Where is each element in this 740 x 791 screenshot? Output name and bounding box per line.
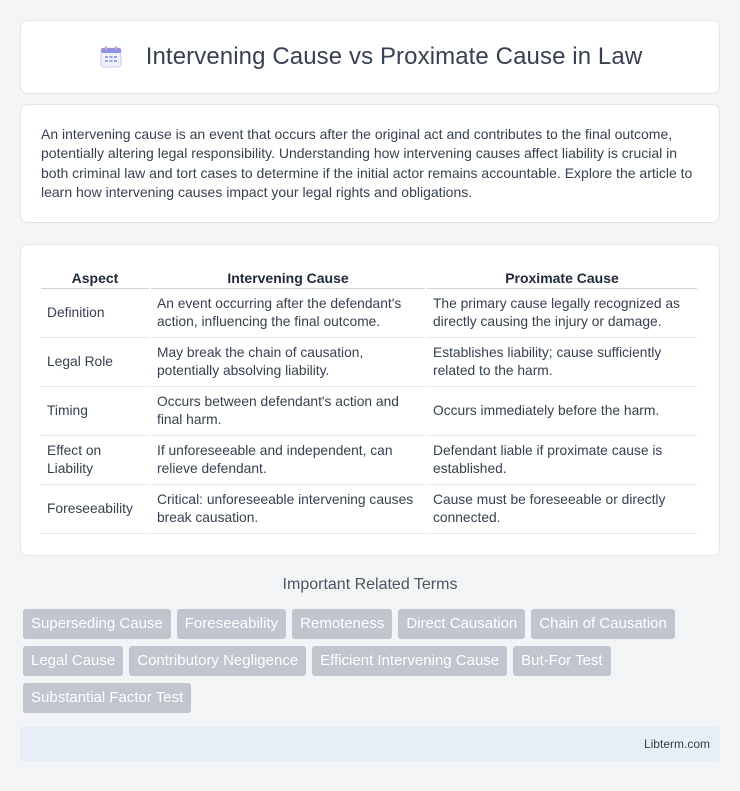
row-aspect: Legal Role — [41, 338, 149, 387]
row-proximate: Defendant liable if proximate cause is established. — [427, 436, 697, 485]
row-proximate: Cause must be foreseeable or directly connected. — [427, 485, 697, 534]
related-term-tag[interactable]: Remoteness — [292, 609, 392, 639]
footer — [20, 727, 720, 761]
intro-paragraph: An intervening cause is an event that occurs after the original act and contributes to the final outcome, potentially altering legal responsibility. Understanding how intervening causes affect liability is crucial in both criminal law and tort cases to determine if the initial actor remains accountable. Explore the article to learn how intervening causes impact your legal rights and obligations. — [41, 126, 693, 201]
related-term-tag[interactable]: Direct Causation — [398, 609, 525, 639]
table-header-row — [41, 263, 697, 289]
table-row — [41, 338, 697, 387]
related-term-tag[interactable]: Chain of Causation — [531, 609, 675, 639]
related-term-tag[interactable]: Substantial Factor Test — [23, 683, 191, 713]
page-title: Intervening Cause vs Proximate Cause in Law — [145, 43, 643, 70]
row-intervening: If unforeseeable and independent, can relieve defendant. — [151, 436, 425, 485]
table-row — [41, 436, 697, 485]
header-aspect: Aspect — [41, 263, 149, 289]
related-term-tag[interactable]: Efficient Intervening Cause — [312, 646, 507, 676]
row-proximate: The primary cause legally recognized as directly causing the injury or damage. — [427, 289, 697, 338]
row-intervening: An event occurring after the defendant's action, influencing the final outcome. — [151, 289, 425, 338]
footer-site-link[interactable]: Libterm.com — [643, 737, 710, 751]
intro-card — [20, 104, 720, 223]
header-proximate-cause: Proximate Cause — [427, 263, 697, 289]
table-row — [41, 387, 697, 436]
table-row — [41, 289, 697, 338]
row-intervening: May break the chain of causation, potentially absolving liability. — [151, 338, 425, 387]
related-terms-list — [23, 609, 723, 713]
calendar-icon — [98, 44, 124, 70]
row-aspect: Timing — [41, 387, 149, 436]
related-term-tag[interactable]: Superseding Cause — [23, 609, 171, 639]
related-term-tag[interactable]: Contributory Negligence — [129, 646, 306, 676]
row-aspect: Effect on Liability — [41, 436, 149, 485]
header-intervening-cause: Intervening Cause — [151, 263, 425, 289]
table-row — [41, 485, 697, 534]
row-proximate: Occurs immediately before the harm. — [427, 387, 697, 436]
header-card — [20, 20, 720, 94]
row-proximate: Establishes liability; cause sufficiently related to the harm. — [427, 338, 697, 387]
row-intervening: Occurs between defendant's action and final harm. — [151, 387, 425, 436]
row-aspect: Definition — [41, 289, 149, 338]
related-term-tag[interactable]: Legal Cause — [23, 646, 123, 676]
comparison-table — [39, 263, 699, 534]
related-term-tag[interactable]: Foreseeability — [177, 609, 286, 639]
related-term-tag[interactable]: But-For Test — [513, 646, 610, 676]
comparison-table-card — [20, 244, 720, 556]
row-aspect: Foreseeability — [41, 485, 149, 534]
related-terms-title: Important Related Terms — [282, 576, 458, 593]
row-intervening: Critical: unforeseeable intervening causes break causation. — [151, 485, 425, 534]
